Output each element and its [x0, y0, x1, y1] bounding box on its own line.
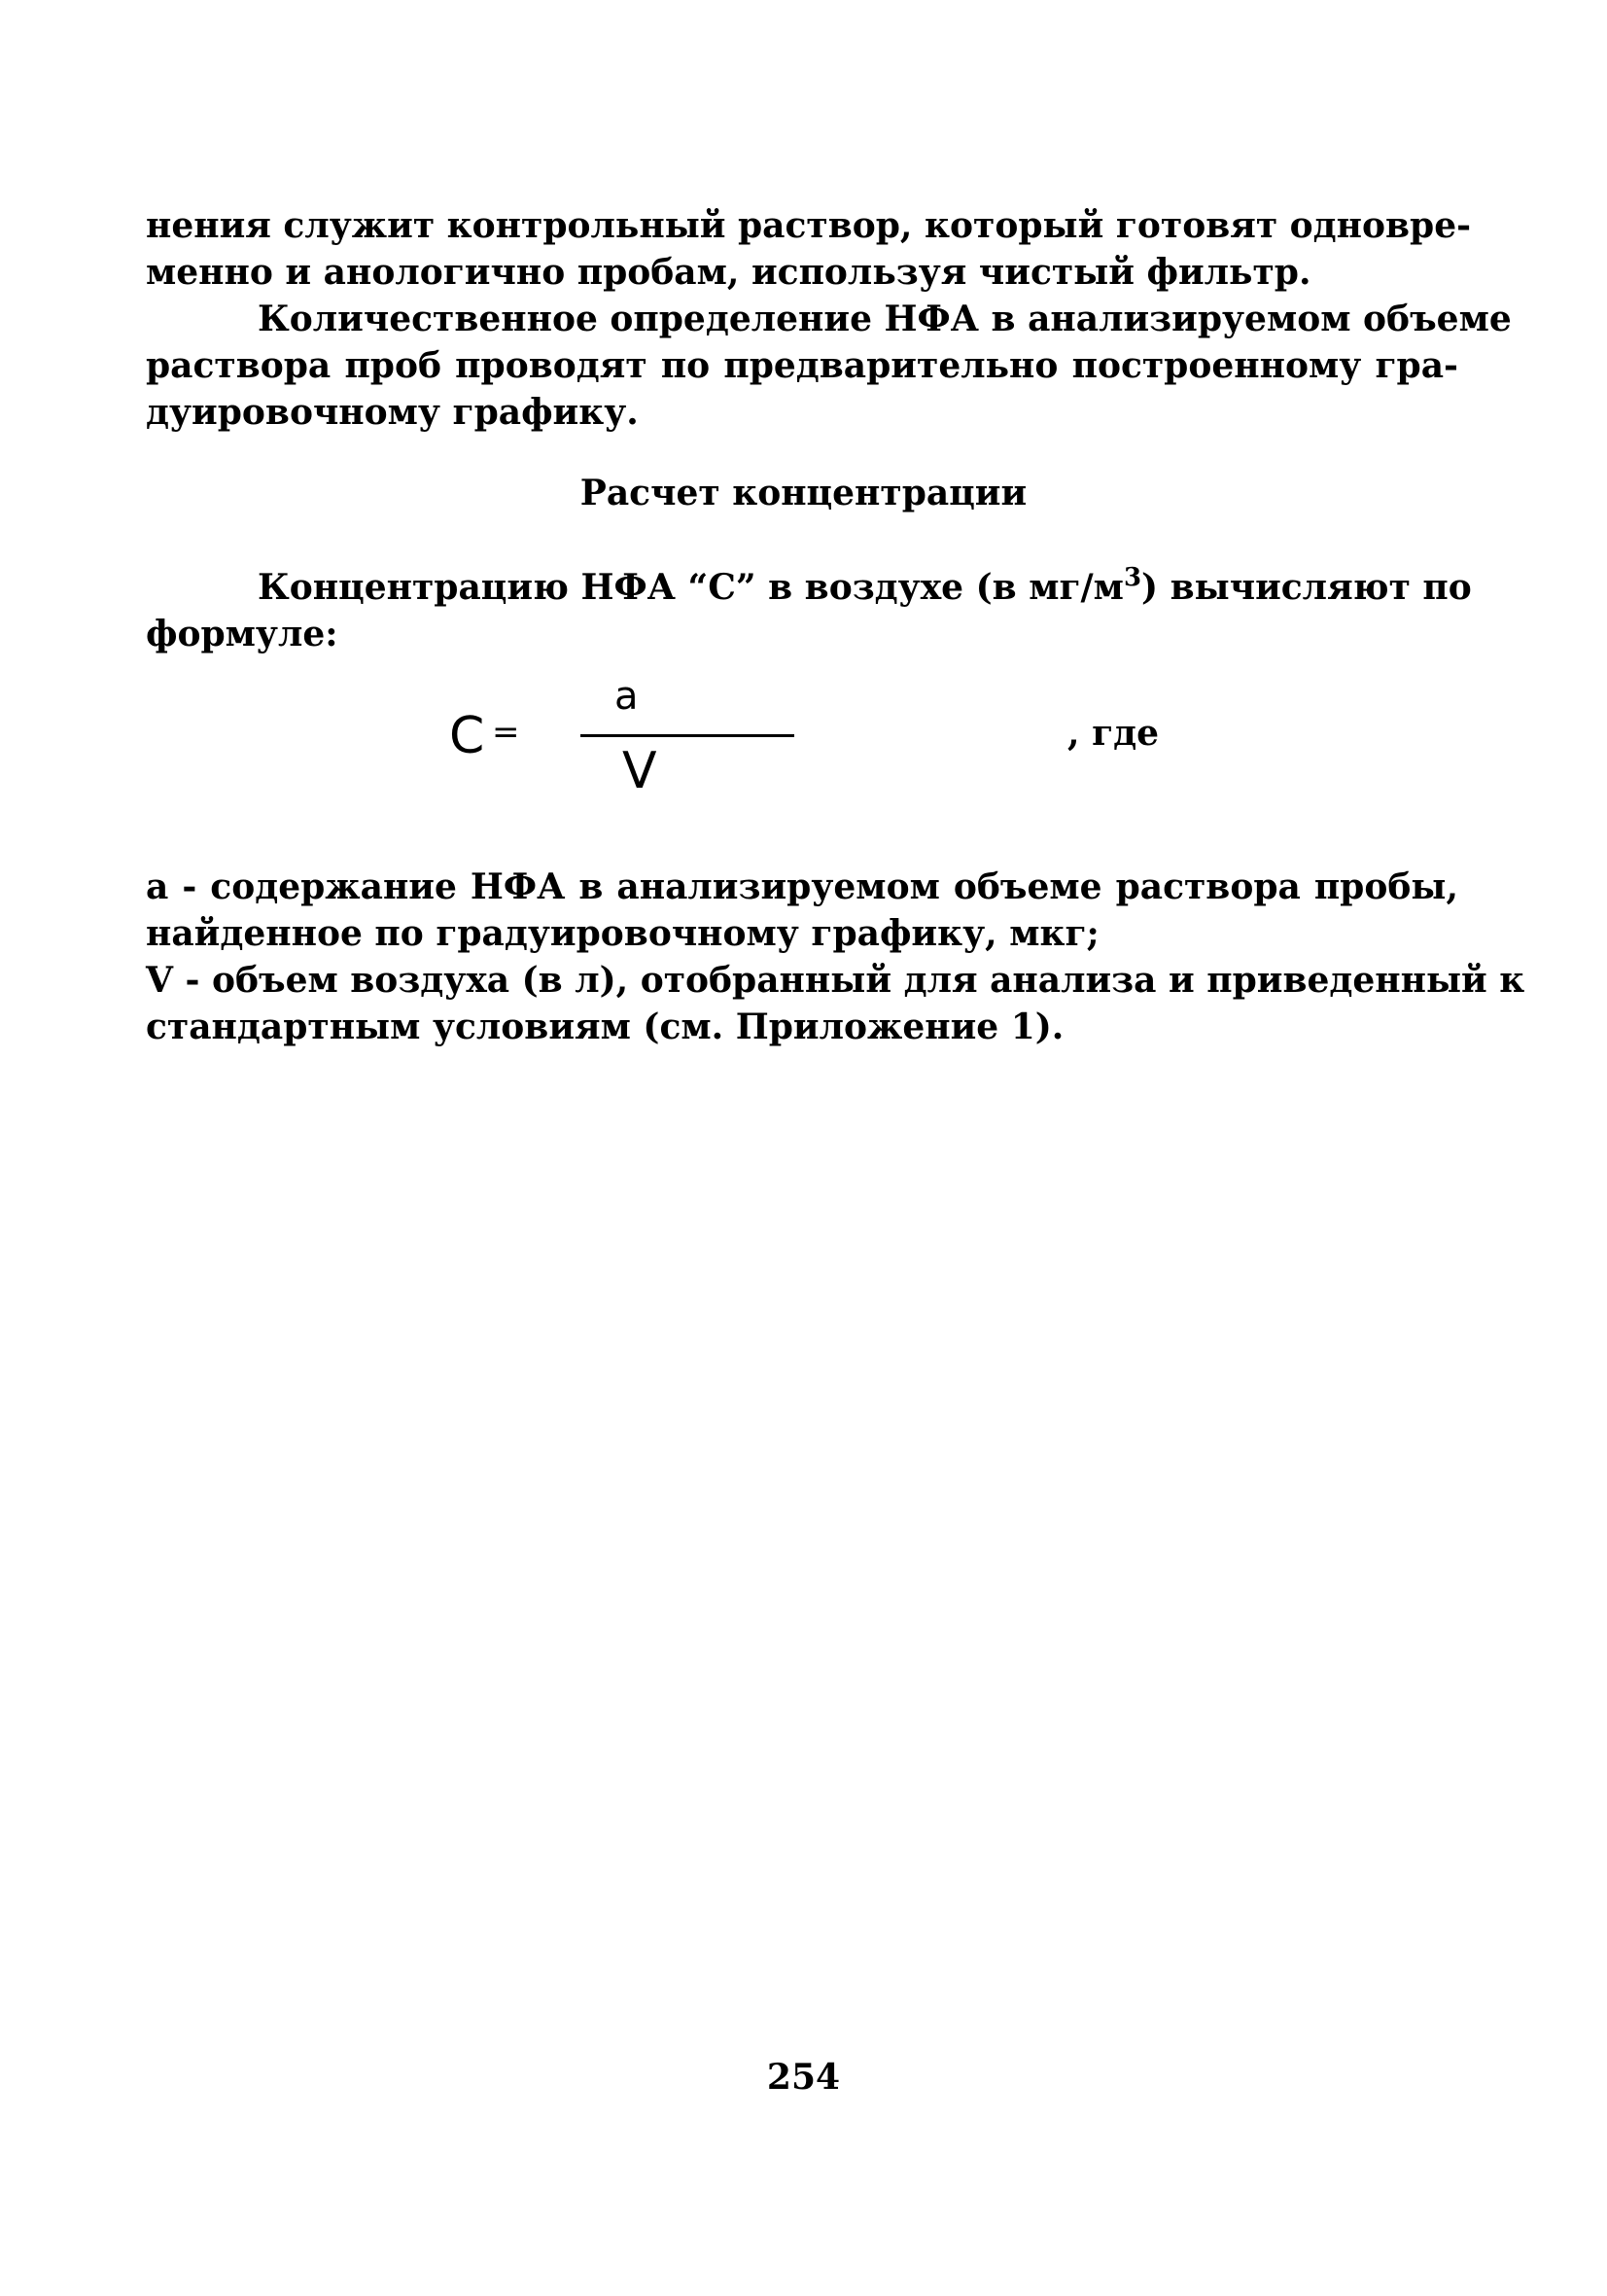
definition-line-2: найденное по градуировочному графику, мкг;	[146, 913, 1100, 954]
paragraph-3-text-end: ) вычисляют по	[1141, 567, 1472, 608]
paragraph-3-line-2: формуле:	[146, 614, 338, 654]
formula-equals: =	[492, 713, 520, 752]
superscript-3: 3	[1123, 563, 1142, 592]
definition-line-1: а - содержание НФА в анализируемом объеме раствора пробы,	[146, 866, 1458, 907]
formula-lhs: C	[449, 707, 485, 765]
paragraph-1-line-2: менно и анологично пробам, используя чистый фильтр.	[146, 252, 1311, 293]
formula-denominator: V	[622, 742, 657, 800]
section-heading: Расчет концентрации	[579, 473, 1028, 513]
paragraph-2-line-2: раствора проб проводят по предварительно построенному гра-	[146, 345, 1458, 386]
fraction-bar	[580, 734, 794, 737]
formula-numerator: a	[614, 674, 639, 719]
definition-line-4: стандартным условиям (см. Приложение 1).	[146, 1007, 1065, 1047]
page-number: 254	[766, 2057, 841, 2098]
paragraph-3-text-start: Концентрацию НФА “С” в воздухе (в мг/м	[258, 567, 1124, 608]
paragraph-1-line-1: нения служит контрольный раствор, который готовят одновре-	[146, 205, 1472, 246]
formula-suffix: , где	[1067, 713, 1160, 754]
paragraph-2-line-1: Количественное определение НФА в анализируемом объеме	[258, 299, 1512, 339]
paragraph-2-line-3: дуировочному графику.	[146, 392, 639, 433]
paragraph-3-line-1	[258, 563, 1472, 615]
definition-line-3: V - объем воздуха (в л), отобранный для анализа и приведенный к	[146, 960, 1525, 1001]
concentration-formula	[449, 674, 819, 817]
